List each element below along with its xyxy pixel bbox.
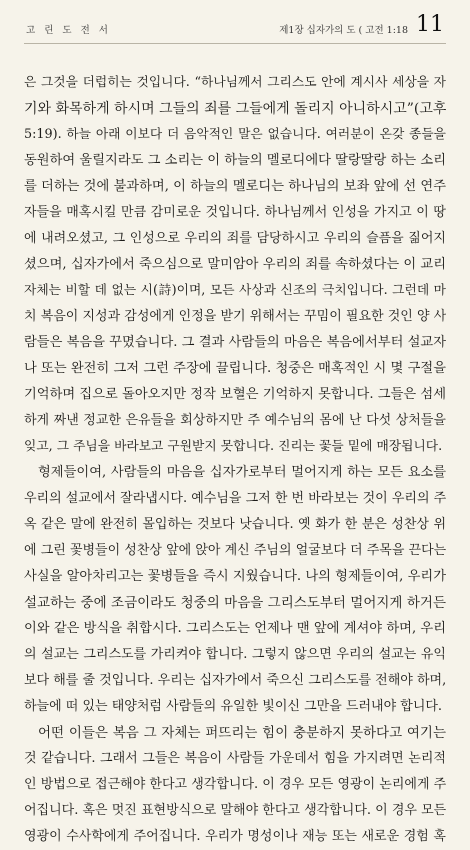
text-line: 잊고, 그 주님을 바라보고 구원받지 못합니다. 진리는 꽃들 밑에 매장됩니다. — [24, 439, 443, 454]
text-line: 기억하며 집으로 돌아오지만 정작 보혈은 기억하지 못합니다. 그들은 섬세 — [24, 387, 446, 402]
text-line: 자체는 비할 데 없는 시(詩)이며, 모든 사상과 신조의 극치입니다. 그런데 마 — [24, 283, 446, 298]
text-line: 나 또는 완전히 그저 그런 주장에 끌립니다. 청중은 매혹적인 시 몇 구절을 — [24, 361, 446, 376]
text-line: 기와 화목하게 하시며 그들의 죄를 그들에게 돌리지 아니하시고”(고후 — [24, 101, 446, 117]
text-line: 를 더하는 것에 불과하며, 이 하늘의 멜로디는 하나님의 보좌 앞에 선 연주 — [24, 179, 446, 194]
header-divider — [24, 43, 446, 44]
text-line: 하게 짜낸 정교한 은유들을 회상하지만 주 예수님의 몸에 난 다섯 상처들을 — [24, 413, 446, 428]
text-line: 보다 해를 줄 것입니다. 우리는 십자가에서 죽으신 그리스도를 전해야 하며, — [24, 673, 446, 688]
body-text — [24, 70, 446, 850]
text-line: 옥 같은 말에 완전히 몰입하는 것보다 낫습니다. 옛 화가 한 분은 성찬상 위 — [24, 517, 446, 532]
text-line: 치 복음이 지성과 감성에게 인정을 받기 위해서는 꾸밈이 필요한 것인 양 사 — [24, 309, 446, 324]
text-line: 인 방법으로 접근해야 한다고 생각합니다. 이 경우 모든 영광이 논리에게 주 — [24, 777, 446, 792]
text-line: 설교하는 중에 조금이라도 청중의 마음을 그리스도부터 멀어지게 하거든 — [24, 595, 446, 611]
text-line: 어집니다. 혹은 멋진 표현방식으로 말해야 한다고 생각합니다. 이 경우 모든 — [24, 803, 446, 818]
text-line: 영광이 수사학에게 주어집니다. 우리가 명성이나 재능 또는 새로운 경험 혹 — [24, 829, 446, 844]
text-line: 이와 같은 방식을 취합시다. 그리스도는 언제나 맨 앞에 계셔야 하며, 우리 — [24, 621, 446, 636]
chapter-heading: 제1장 십자가의 도 ( 고전 1:18 — [279, 25, 408, 36]
text-line: 에 내려오셨고, 그 인성으로 우리의 죄를 담당하시고 우리의 슬픔을 짊어지 — [24, 231, 446, 246]
text-line: 동원하여 울릴지라도 그 소리는 이 하늘의 멜로디에다 딸랑딸랑 하는 소리 — [24, 153, 446, 168]
text-line: 하늘에 떠 있는 태양처럼 사람들의 유일한 빛이신 그만을 드러내야 합니다. — [24, 699, 443, 714]
text-line: 은 그것을 더럽히는 것입니다. “하나님께서 그리스도 안에 계시사 세상을 자 — [24, 75, 446, 90]
text-line: 자들을 매혹시킬 만큼 감미로운 것입니다. 하나님께서 인성을 가지고 이 땅 — [24, 205, 446, 220]
text-line: 의 설교는 그리스도를 가리켜야 합니다. 그렇지 않으면 우리의 설교는 유익 — [24, 647, 446, 662]
text-line: 어떤 이들은 복음 그 자체는 퍼뜨리는 힘이 충분하지 못하다고 여기는 — [38, 725, 446, 741]
text-line: 에 그린 꽃병들이 성찬상 앞에 앉아 계신 주님의 얼굴보다 더 주목을 끈다는 — [24, 543, 446, 558]
text-line: 형제들이여, 사람들의 마음을 십자가로부터 멀어지게 하는 모든 요소를 — [38, 465, 446, 480]
text-line: 사실을 알아차리고는 꽃병들을 즉시 지웠습니다. 나의 형제들이여, 우리가 — [24, 569, 446, 584]
text-line: 것 같습니다. 그래서 그들은 복음이 사람들 가운데서 힘을 가지려면 논리적 — [24, 751, 446, 766]
text-line: 람들은 복음을 꾸몄습니다. 그 결과 사람들의 마음은 복음에서부터 설교자 — [24, 335, 446, 350]
text-line: 셨으며, 십자가에서 죽으심으로 말미암아 우리의 죄를 속하셨다는 이 교리 — [24, 257, 446, 272]
text-line: 5:19). 하늘 아래 이보다 더 음악적인 말은 없습니다. 여러분이 온갖 종들을 — [24, 127, 446, 142]
text-line: 우리의 설교에서 잘라냅시다. 예수님을 그저 한 번 바라보는 것이 우리의 주 — [24, 491, 446, 506]
book-series-title: 고 린 도 전 서 — [26, 25, 111, 36]
running-header — [0, 0, 470, 40]
page-number: 11 — [416, 12, 444, 37]
